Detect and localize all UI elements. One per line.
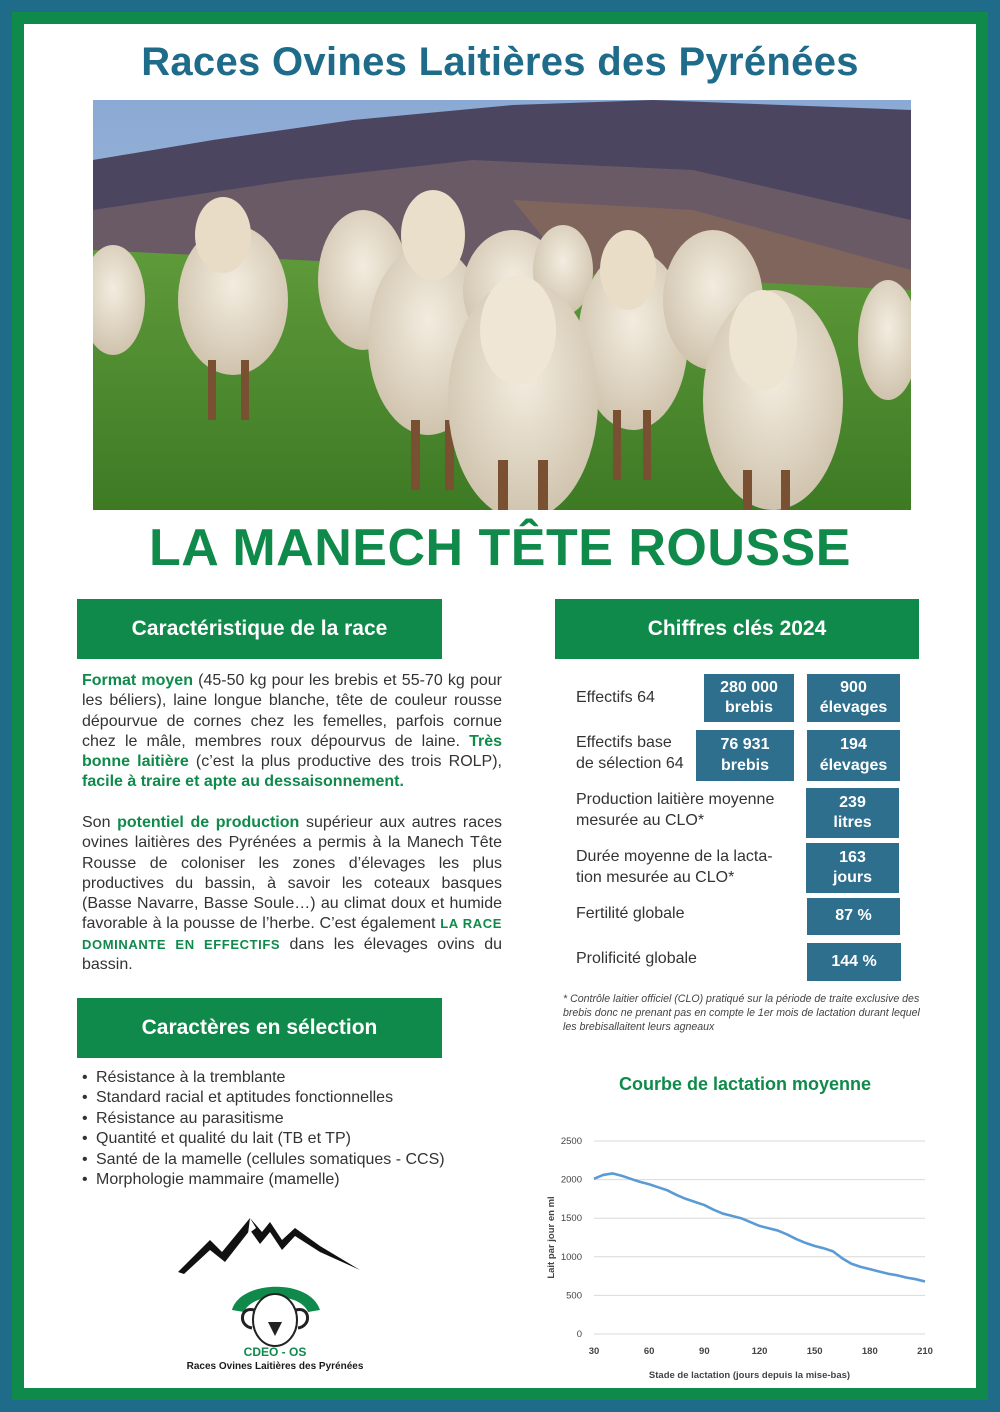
list-item-label: Morphologie mammaire (mamelle)	[96, 1170, 340, 1188]
kf-label-line: Durée moyenne de la lacta-	[576, 848, 773, 865]
y-tick-label: 2000	[560, 1174, 582, 1186]
characteristics-paragraph-2	[82, 813, 502, 975]
kf-value: 239	[839, 793, 866, 811]
lactation-chart	[530, 1128, 950, 1388]
text-format-details: (45-50 kg pour les brebis et 55-70 kg pour les béliers), laine longue blanche, tête de couleur rousse dépourvue de cornes chez les femelles, parfois cornue chez le mâle, membres roux dépourvus de laine.	[82, 672, 502, 750]
selection-list	[82, 1068, 445, 1190]
list-item-label: Résistance au parasitisme	[96, 1109, 284, 1127]
list-item	[82, 1150, 445, 1170]
kf-value: 194	[840, 736, 867, 753]
kf-label-line: mesurée au CLO*	[576, 811, 705, 829]
y-tick-label: 500	[566, 1290, 582, 1302]
kf-label-line: Production laitière moyenne	[576, 791, 775, 808]
list-item	[82, 1109, 445, 1129]
kf-label-line: Fertilité globale	[576, 905, 685, 922]
x-tick-label: 210	[917, 1346, 933, 1357]
kf-unit: jours	[832, 869, 873, 886]
bullet: •	[82, 1109, 88, 1127]
kf-box-prolificacy	[807, 943, 901, 981]
list-item	[82, 1170, 445, 1190]
kf-value: 280 000	[720, 678, 778, 696]
kf-value: 900	[840, 678, 867, 696]
logo-subtitle: Races Ovines Laitières des Pyrénées	[186, 1361, 364, 1372]
kf-label-prolificacy	[576, 949, 697, 970]
selection-heading: Caractères en sélection	[77, 998, 442, 1058]
kf-box-farms	[807, 730, 900, 781]
lactation-line	[594, 1173, 925, 1281]
kf-label-line: tion mesurée au CLO*	[576, 868, 735, 886]
ram-icon	[232, 1287, 320, 1346]
kf-unit: litres	[833, 814, 872, 831]
bullet: •	[82, 1069, 88, 1086]
kf-label-line: de sélection 64	[576, 754, 684, 772]
highlight-dairy: Très bonne laitière	[82, 732, 502, 771]
kf-unit: élevages	[819, 699, 888, 716]
highlight-dominant: LA RACE DOMINANTE EN EFFECTIFS	[82, 916, 502, 952]
x-tick-label: 180	[861, 1346, 878, 1357]
chart-title: Courbe de lactation moyenne	[618, 1074, 872, 1094]
breed-title: LA MANECH TÊTE ROUSSE	[149, 519, 851, 577]
bullet: •	[82, 1170, 88, 1188]
highlight-format: Format moyen	[82, 672, 193, 689]
kf-label-line: Effectifs 64	[576, 689, 655, 706]
kf-box-ewes	[704, 674, 794, 722]
kf-value: 87 %	[835, 907, 872, 925]
list-item	[82, 1068, 445, 1088]
kf-label-selection-base	[576, 733, 684, 774]
x-tick-label: 60	[643, 1346, 655, 1357]
x-tick-label: 30	[588, 1346, 600, 1357]
logo-org: CDEO - OS	[243, 1345, 307, 1359]
kf-box-farms	[807, 674, 900, 722]
kf-unit: brebis	[720, 756, 769, 774]
list-item	[82, 1088, 445, 1108]
list-item	[82, 1129, 445, 1149]
y-tick-label: 0	[576, 1329, 582, 1340]
list-item-label: Quantité et qualité du lait (TB et TP)	[96, 1130, 351, 1148]
highlight-milking: facile à traire et apte au dessaisonnement.	[82, 773, 404, 791]
kf-label-fertility	[576, 904, 685, 925]
x-axis-label: Stade de lactation (jours depuis la mise-bas)	[648, 1370, 851, 1381]
sheep-photo	[93, 100, 911, 510]
kf-unit: élevages	[819, 756, 888, 774]
bullet: •	[82, 1150, 88, 1168]
x-tick-label: 90	[699, 1346, 710, 1357]
lactation-chart-svg	[530, 1128, 950, 1388]
logo-caption	[160, 1345, 390, 1372]
characteristics-paragraph-1	[82, 671, 502, 793]
footnote: * Contrôle laitier officiel (CLO) pratiqué sur la période de traite exclusive des brebis donc ne prenant pas en compte le 1er mois de lactation durant lequel les brebisallaitent leurs agneaux	[563, 993, 920, 1033]
text-potential-details: supérieur aux autres races ovines laitières des Pyrénées a permis à la Manech Tête Rousse de coloniser les zones d’élevages les plus productives du bassin, à savoir les coteaux basques (Basse Navarre, Basse Soule…) au climat doux et humide favorable à la pousse de l’herbe. C’est également	[82, 814, 503, 933]
highlight-potential: potentiel de production	[117, 814, 300, 831]
kf-label-herd	[576, 688, 655, 709]
y-axis-label: Lait par jour en ml	[546, 1196, 557, 1279]
kf-box-days	[806, 843, 899, 893]
kf-box-fertility	[807, 898, 900, 935]
mountains-icon	[178, 1218, 360, 1274]
characteristics-heading: Caractéristique de la race	[77, 599, 442, 659]
bullet: •	[82, 1089, 88, 1107]
kf-box-litres	[806, 788, 899, 838]
kf-label-lactation-length	[576, 847, 773, 888]
kf-value: 76 931	[720, 736, 770, 753]
text-dairy-details: (c’est la plus productive des trois ROLP),	[188, 753, 502, 771]
kf-value: 163	[839, 848, 866, 866]
x-tick-label: 120	[751, 1346, 768, 1357]
y-tick-label: 1500	[560, 1213, 582, 1225]
page-title: Races Ovines Laitières des Pyrénées	[141, 40, 859, 84]
kf-unit: brebis	[724, 699, 773, 716]
kf-label-line: Prolificité globale	[576, 950, 697, 967]
kf-box-ewes	[696, 730, 794, 781]
bullet: •	[82, 1130, 88, 1148]
y-tick-label: 1000	[560, 1251, 582, 1263]
text-dominant-details: dans les élevages ovins du bassin.	[82, 935, 502, 974]
text-intro: Son	[82, 814, 118, 831]
key-figures-heading: Chiffres clés 2024	[555, 599, 919, 659]
kf-label-line: Effectifs base	[576, 734, 672, 751]
list-item-label: Santé de la mamelle (cellules somatiques - CCS)	[96, 1150, 445, 1168]
list-item-label: Standard racial et aptitudes fonctionnelles	[96, 1089, 394, 1107]
kf-label-milk-production	[576, 790, 774, 831]
kf-value: 144 %	[831, 952, 877, 970]
y-tick-label: 2500	[560, 1136, 582, 1147]
list-item-label: Résistance à la tremblante	[96, 1069, 286, 1086]
x-tick-label: 150	[806, 1346, 823, 1357]
